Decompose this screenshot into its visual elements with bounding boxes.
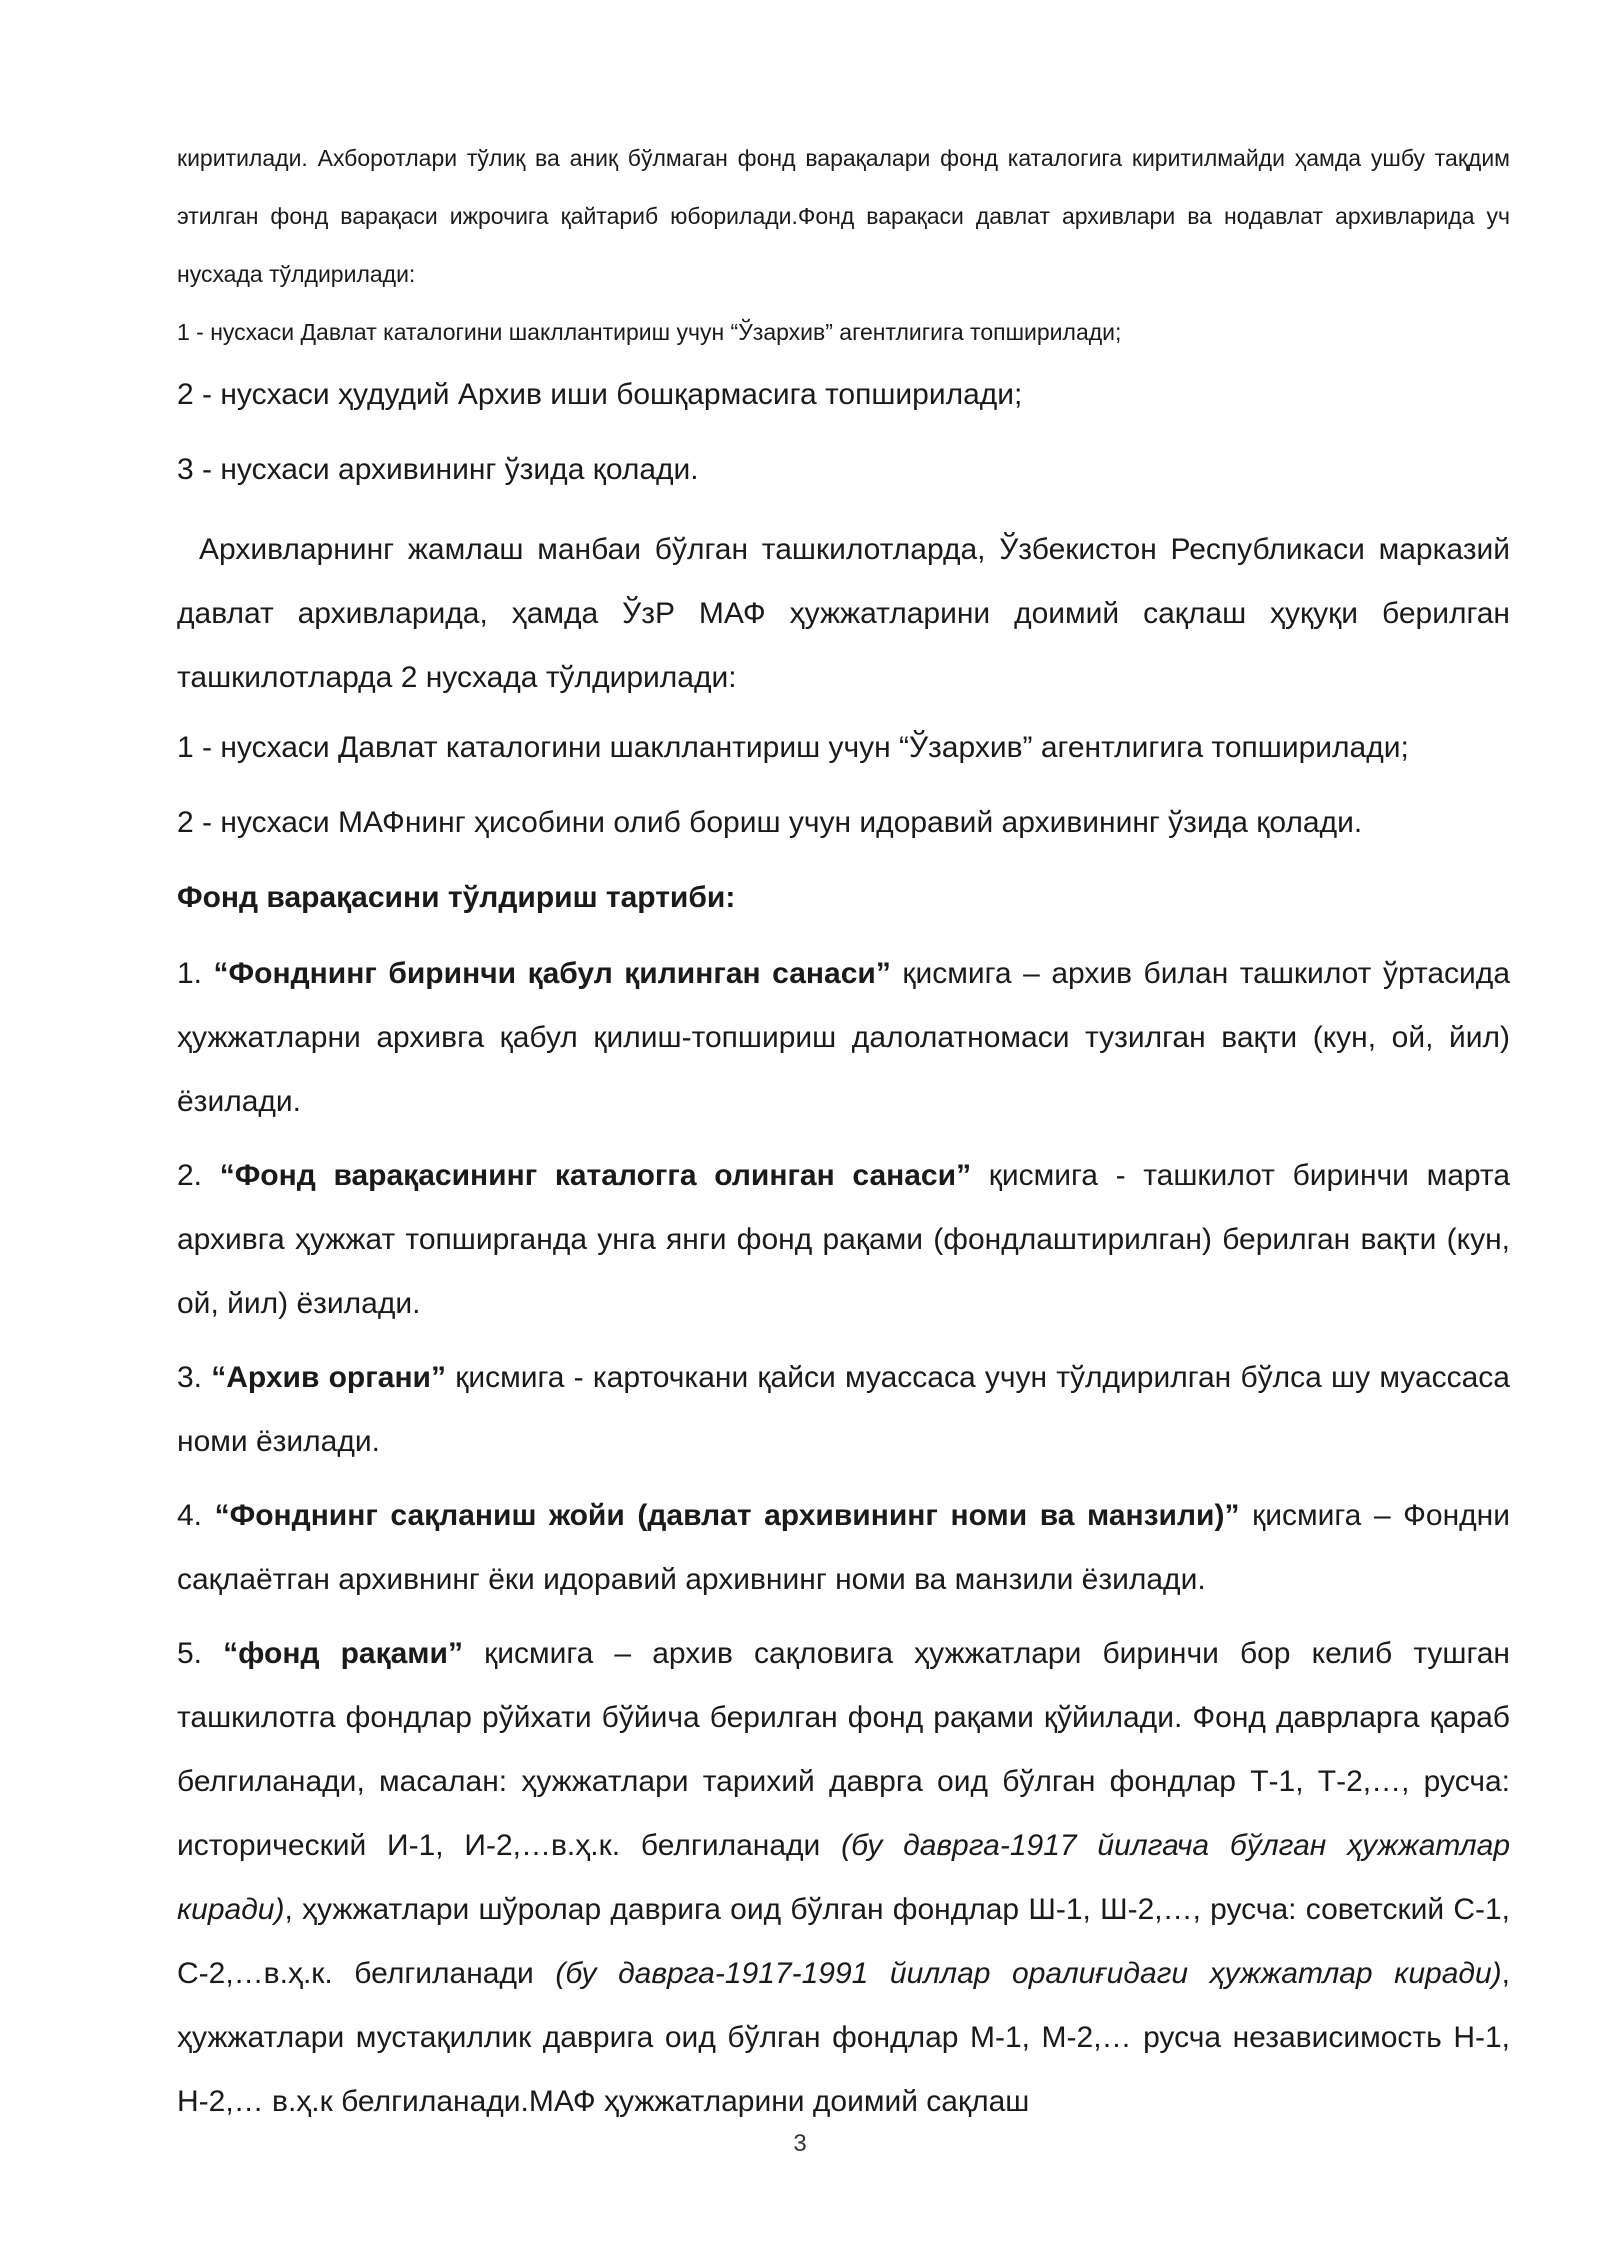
item-3-number: 3. (177, 1361, 212, 1394)
copy-2-territorial: 2 - нусхаси ҳудудий Архив иши бошқармасига топширилади; (177, 378, 1023, 411)
item-5 (177, 1622, 1510, 2134)
item-3 (177, 1346, 1510, 1474)
item-4-number: 4. (177, 1499, 215, 1532)
item-1-number: 1. (177, 957, 214, 990)
item-3-text: қисмига - карточкани қайси муассаса учун тўлдирилган бўлса шу муассаса номи ёзилади. (177, 1361, 1510, 1458)
item-2-term: “Фонд варақасининг каталогга олинган санаси” (219, 1159, 972, 1192)
item-1-term: “Фонднинг биринчи қабул қилинган санаси” (213, 957, 891, 990)
item-5-text-c: , ҳужжатлари мустақиллик даврига оид бўлган фондлар М-1, М-2,… русча независимость Н-1, Н-2,… в.ҳ.к белгиланади.МАФ ҳужжатларини доимий сақлаш (177, 1957, 1510, 2118)
item-5-note-pre-1917: (бу даврга-1917 йилгача бўлган ҳужжатлар киради) (177, 1829, 1510, 1926)
item-5-number: 5. (177, 1637, 224, 1670)
item-5-text-a: қисмига – архив сақловига ҳужжатлари биринчи бор келиб тушган ташкилотга фондлар рўйхати бўйича берилган фонд рақами қўйилади. Фонд даврларга қараб белгиланади, масалан: ҳужжатлари тарихий даврга оид бўлган фондлар Т-1, Т-2,…, русча: исторический И-1, И-2,…в.ҳ.к. белгиланади (177, 1637, 1510, 1862)
intro-block (177, 129, 1510, 361)
item-2 (177, 1144, 1510, 1336)
item-4-text: қисмига – Фондни сақлаётган архивнинг ёки идоравий архивнинг номи ва манзили ёзилади. (177, 1499, 1511, 1596)
procedure-heading: Фонд варақасини тўлдириш тартиби: (177, 881, 736, 914)
item-2-text: қисмига - ташкилот биринчи марта архивга ҳужжат топширганда унга янги фонд рақами (фондлаштирилган) берилган вақти (кун, ой, йил) ёзилади. (177, 1159, 1511, 1320)
list-b-copy-2: 2 - нусхаси МАФнинг ҳисобини олиб бориш учун идоравий архивининг ўзида қолади. (177, 806, 1363, 839)
copy-3-archive: 3 - нусхаси архивининг ўзида қолади. (177, 453, 699, 486)
item-4-term: “Фонднинг сақланиш жойи (давлат архивининг номи ва манзили)” (214, 1499, 1240, 1532)
item-5-term: “фонд рақами” (223, 1637, 463, 1670)
item-5-text-b: , ҳужжатлари шўролар даврига оид бўлган фондлар Ш-1, Ш-2,…, русча: советский С-1, С-2,…в.ҳ.к. белгиланади (177, 1893, 1510, 1990)
item-2-number: 2. (177, 1159, 220, 1192)
item-5-note-1917-1991: (бу даврга-1917-1991 йиллар оралиғидаги ҳужжатлар киради) (555, 1957, 1502, 1990)
list-b-copy-1: 1 - нусхаси Давлат каталогини шакллантириш учун “Ўзархив” агентлигига топширилади; (177, 731, 1409, 764)
document-page (177, 0, 1510, 2262)
intro-paragraph: киритилади. Ахборотлари тўлиқ ва аниқ бўлмаган фонд варақалари фонд каталогига киритилмайди ҳамда ушбу тақдим этилган фонд варақаси ижрочига қайтариб юборилади.Фонд варақаси давлат архивлари ва нодавлат архивларида уч нусхада тўлдирилади: (177, 145, 1510, 287)
item-1-text: қисмига – архив билан ташкилот ўртасида ҳужжатларни архивга қабул қилиш-топшириш далолатномаси тузилган вақти (кун, ой, йил) ёзилади. (177, 957, 1511, 1118)
item-4 (177, 1484, 1510, 1612)
page-number: 3 (793, 2130, 807, 2157)
item-1 (177, 942, 1510, 1134)
item-3-term: “Архив органи” (211, 1361, 447, 1394)
intro-copy-1: 1 - нусхаси Давлат каталогини шакллантириш учун “Ўзархив” агентлигига топширилади; (177, 319, 1122, 345)
central-archives-paragraph: Архивларнинг жамлаш манбаи бўлган ташкилотларда, Ўзбекистон Республикаси марказий давлат архивларида, ҳамда ЎзР МАФ ҳужжатларини доимий сақлаш ҳуқуқи берилган ташкилотларда 2 нусхада тўлдирилади: (177, 533, 1510, 694)
